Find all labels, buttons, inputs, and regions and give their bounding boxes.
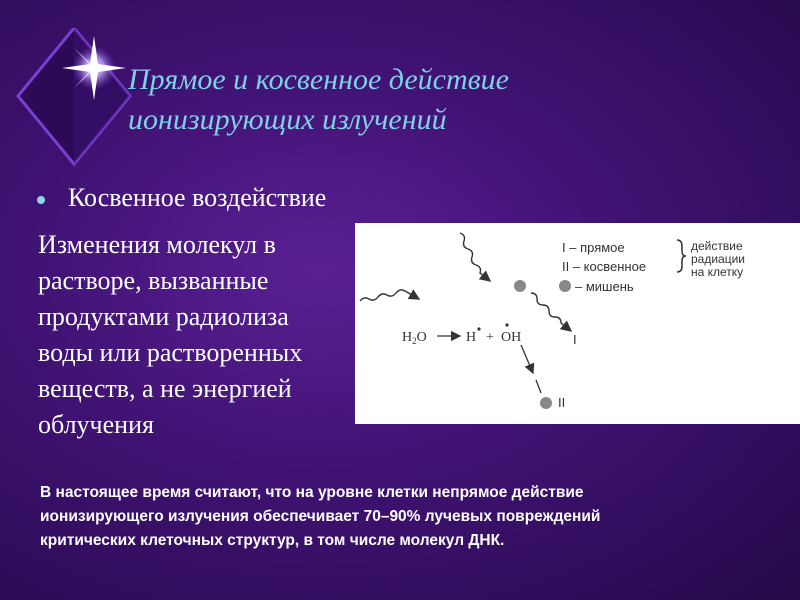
- legend-brace-icon: [677, 240, 686, 272]
- target-molecule-top: [514, 280, 526, 292]
- radiation-wave-direct: [531, 293, 571, 331]
- description-line: облучения: [38, 410, 154, 439]
- indirect-arrow: [521, 345, 533, 373]
- footnote-line: ионизирующего излучения обеспечивает 70–90% лучевых повреждений: [40, 508, 601, 525]
- oh-radical-label: OH: [501, 330, 522, 345]
- description-line: воды или растворенных: [38, 338, 303, 367]
- decorative-diamond-star: [14, 28, 134, 168]
- legend-effect-line-3: на клетку: [691, 265, 744, 279]
- page-title: [128, 60, 768, 140]
- description-line: продуктами радиолиза: [38, 302, 289, 331]
- legend-effect-line-1: действие: [691, 239, 743, 253]
- radiation-wave-left: [360, 290, 419, 301]
- footnote-line: В настоящее время считают, что на уровне клетки непрямое действие: [40, 484, 584, 501]
- legend-indirect: II – косвенное: [562, 259, 647, 274]
- footnote-text: [40, 481, 780, 553]
- label-II: II: [558, 395, 566, 410]
- radical-dot-icon: [477, 327, 480, 330]
- target-molecule-bottom: [540, 397, 552, 409]
- title-line-2: ионизирующих излучений: [128, 103, 447, 136]
- legend-direct: I – прямое: [562, 240, 625, 255]
- indirect-dash: [536, 380, 541, 393]
- plus-sign: +: [486, 330, 494, 345]
- radical-dot-icon: [505, 323, 508, 326]
- description-text: [38, 227, 364, 443]
- label-I: I: [573, 332, 577, 347]
- footnote-line: критических клеточных структур, в том числе молекул ДНК.: [40, 532, 505, 549]
- legend-target-dot-icon: [559, 280, 571, 292]
- h-radical-label: H: [466, 330, 477, 345]
- title-line-1: Прямое и косвенное действие: [128, 63, 509, 96]
- radiation-wave-top: [460, 233, 490, 281]
- bullet-heading: Косвенное воздействие: [68, 183, 327, 212]
- bullet-dot-icon: [37, 196, 45, 204]
- description-line: растворе, вызванные: [38, 266, 269, 295]
- description-line: веществ, а не энергией: [38, 374, 292, 403]
- radiolysis-diagram: [355, 223, 800, 424]
- h2o-label: $H_2O$: [402, 330, 427, 346]
- description-line: Изменения молекул в: [38, 230, 276, 259]
- legend-effect-line-2: радиации: [691, 252, 746, 266]
- legend-target: – мишень: [575, 279, 634, 294]
